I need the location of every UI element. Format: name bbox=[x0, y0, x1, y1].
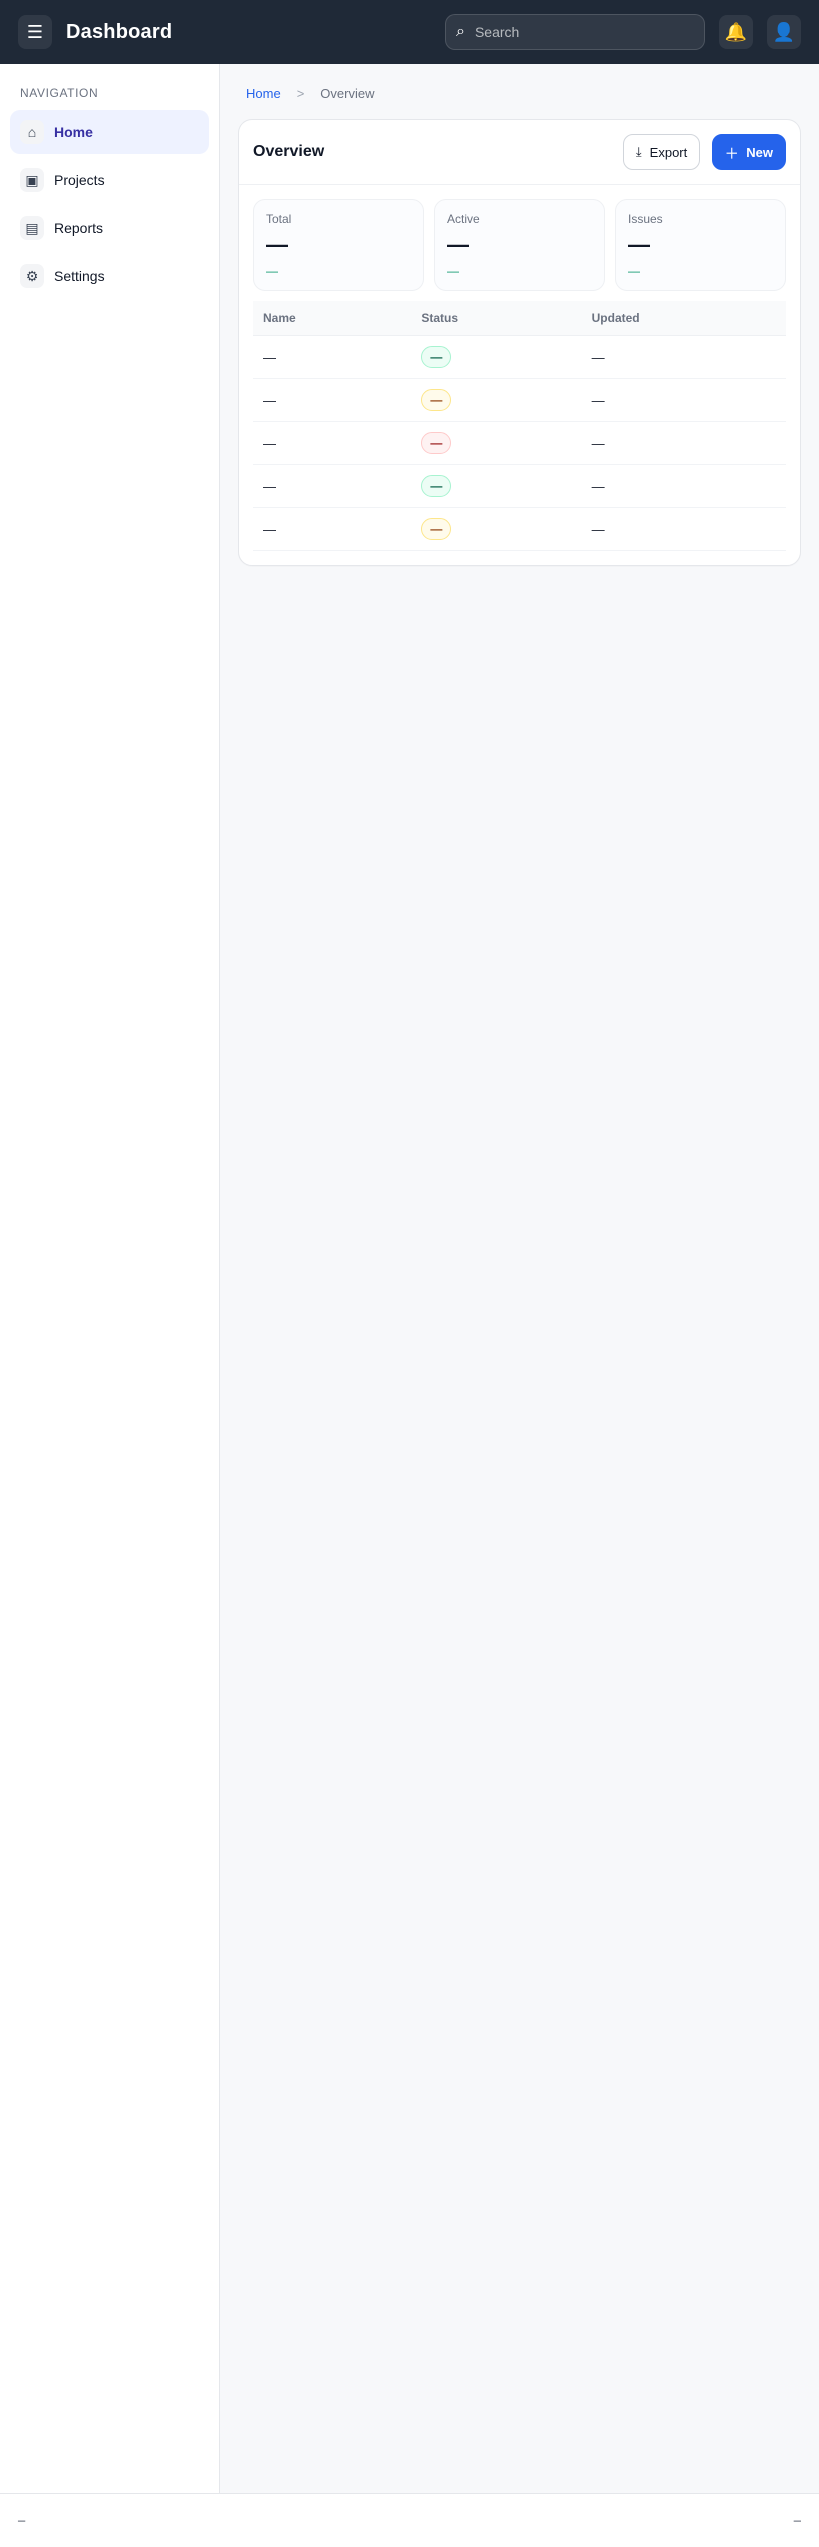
table-header-row bbox=[253, 301, 786, 336]
table-cell: — bbox=[582, 379, 786, 422]
sidebar-section-title: NAVIGATION bbox=[20, 86, 99, 100]
kpi-sub: — bbox=[266, 264, 278, 278]
table-row[interactable] bbox=[253, 379, 786, 422]
page-title: Overview bbox=[253, 143, 325, 160]
search-input[interactable] bbox=[473, 23, 694, 41]
table-header-cell: Name bbox=[253, 301, 411, 336]
new-button[interactable] bbox=[712, 134, 786, 170]
table-cell: — bbox=[253, 379, 411, 422]
plus-icon: ＋ bbox=[725, 145, 739, 161]
kpi-grid bbox=[253, 199, 786, 291]
sidebar-item-home[interactable] bbox=[10, 110, 209, 154]
breadcrumb-item: Overview bbox=[320, 86, 375, 101]
sidebar-item-label: Reports bbox=[54, 220, 104, 236]
main bbox=[220, 64, 819, 2493]
table-cell bbox=[411, 465, 581, 508]
search-box[interactable] bbox=[445, 14, 705, 50]
bell-icon[interactable]: 🔔 bbox=[719, 15, 753, 49]
table-cell: — bbox=[253, 422, 411, 465]
download-icon: ⤓ bbox=[635, 144, 642, 159]
table-row[interactable] bbox=[253, 465, 786, 508]
kpi-value: — bbox=[628, 232, 650, 257]
app-title: Dashboard bbox=[66, 20, 173, 43]
kpi-card bbox=[615, 199, 786, 291]
folder-icon: ▣ bbox=[20, 168, 44, 192]
footer bbox=[0, 2493, 819, 2547]
data-table bbox=[253, 301, 786, 551]
kpi-sub: — bbox=[628, 264, 640, 278]
kpi-value: — bbox=[266, 232, 288, 257]
content bbox=[0, 64, 819, 2493]
table-cell bbox=[411, 422, 581, 465]
table-cell bbox=[411, 379, 581, 422]
table-cell: — bbox=[253, 336, 411, 379]
table-body bbox=[253, 336, 786, 551]
breadcrumb bbox=[238, 82, 801, 105]
footer-right bbox=[794, 2514, 801, 2528]
sidebar-item-label: Settings bbox=[54, 268, 105, 284]
panel-body bbox=[239, 185, 800, 565]
kpi-card bbox=[434, 199, 605, 291]
menu-icon[interactable]: ☰ bbox=[18, 15, 52, 49]
kpi-label: Active bbox=[447, 212, 480, 226]
status-badge: — bbox=[421, 475, 451, 497]
home-icon: ⌂ bbox=[20, 120, 44, 144]
search-icon: ⌕ bbox=[456, 23, 465, 40]
footer-right-text: — bbox=[793, 2513, 801, 2528]
breadcrumb-separator: > bbox=[296, 86, 305, 101]
status-badge: — bbox=[421, 346, 451, 368]
export-button-label: Export bbox=[649, 144, 688, 160]
overview-panel bbox=[238, 119, 801, 566]
table-cell: — bbox=[582, 422, 786, 465]
sidebar-item-projects[interactable] bbox=[10, 158, 209, 202]
panel-header bbox=[239, 120, 800, 185]
table-cell bbox=[411, 336, 581, 379]
status-badge: — bbox=[421, 389, 451, 411]
footer-left: — bbox=[18, 2513, 26, 2528]
new-button-label: New bbox=[746, 144, 773, 160]
export-button[interactable] bbox=[623, 134, 700, 170]
table-row[interactable] bbox=[253, 508, 786, 551]
sidebar-item-reports[interactable] bbox=[10, 206, 209, 250]
sidebar-item-settings[interactable] bbox=[10, 254, 209, 298]
sidebar-item-label: Home bbox=[54, 124, 93, 140]
table-cell: — bbox=[253, 508, 411, 551]
status-badge: — bbox=[421, 518, 451, 540]
gear-icon: ⚙ bbox=[20, 264, 44, 288]
table-row[interactable] bbox=[253, 422, 786, 465]
top-bar bbox=[0, 0, 819, 64]
table-row[interactable] bbox=[253, 336, 786, 379]
table-cell: — bbox=[582, 465, 786, 508]
table-header bbox=[253, 301, 786, 336]
table-cell: — bbox=[582, 508, 786, 551]
table-header-cell: Status bbox=[411, 301, 581, 336]
sidebar-item-label: Projects bbox=[54, 172, 105, 188]
breadcrumb-item[interactable]: Home bbox=[246, 86, 281, 101]
kpi-value: — bbox=[447, 232, 469, 257]
table-cell: — bbox=[582, 336, 786, 379]
status-badge: — bbox=[421, 432, 451, 454]
kpi-label: Total bbox=[266, 212, 292, 226]
table-header-cell: Updated bbox=[582, 301, 786, 336]
kpi-sub: — bbox=[447, 264, 459, 278]
kpi-card bbox=[253, 199, 424, 291]
kpi-label: Issues bbox=[628, 212, 663, 226]
sidebar bbox=[0, 64, 220, 2493]
table-cell bbox=[411, 508, 581, 551]
user-icon[interactable]: 👤 bbox=[767, 15, 801, 49]
table-cell: — bbox=[253, 465, 411, 508]
chart-icon: ▤ bbox=[20, 216, 44, 240]
